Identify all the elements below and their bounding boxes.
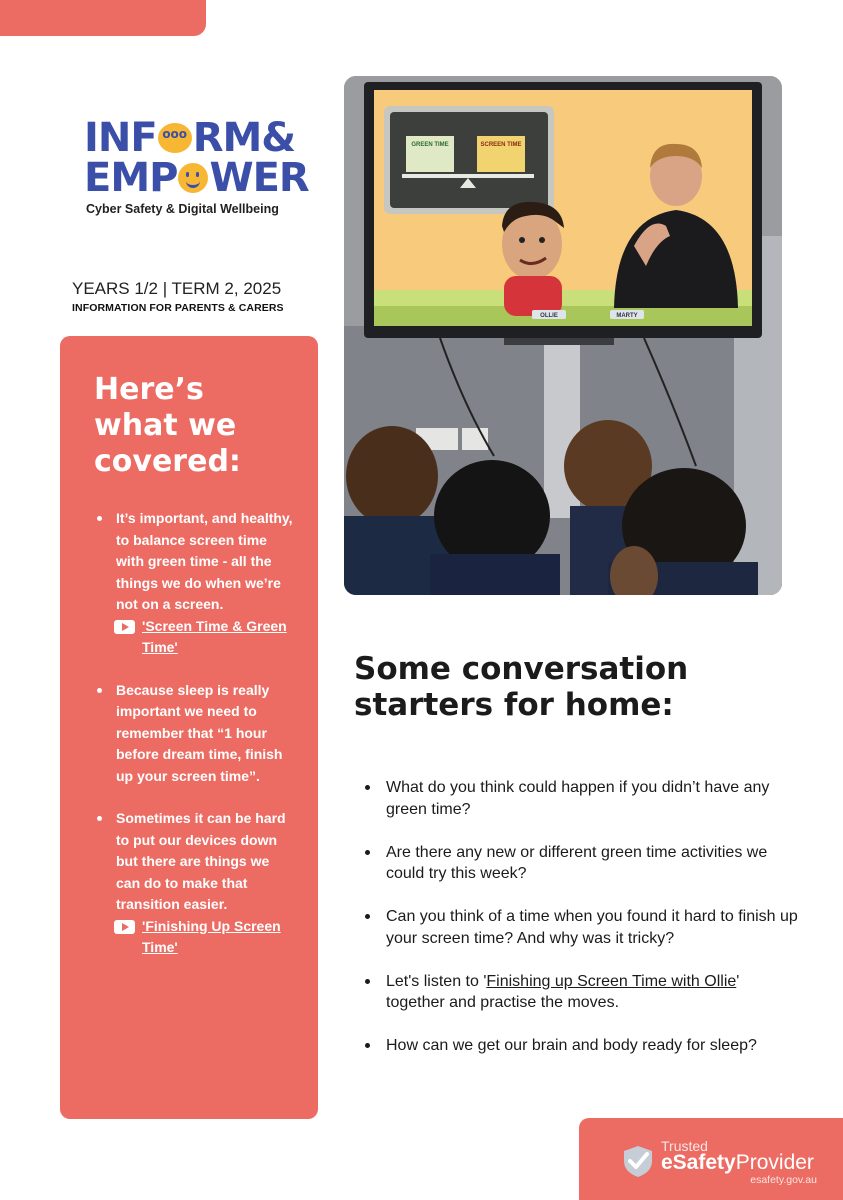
covered-item-text: Because sleep is really important we need to remember that “1 hour before dream time, finish up your screen time”. xyxy=(116,681,283,784)
smiley-icon xyxy=(178,163,208,193)
inform-empower-logo xyxy=(84,115,309,216)
covered-item xyxy=(94,808,294,959)
logo-subtitle: Cyber Safety & Digital Wellbeing xyxy=(86,202,279,216)
video-link-screen-time[interactable] xyxy=(114,616,294,659)
badge-url: esafety.gov.au xyxy=(750,1174,817,1186)
check-shield-icon xyxy=(621,1144,655,1178)
play-video-icon xyxy=(114,920,135,934)
video-link-label: 'Screen Time & Green Time' xyxy=(142,617,287,655)
covered-item xyxy=(94,680,294,788)
conversation-item xyxy=(362,971,802,1014)
badge-trusted-label: Trusted xyxy=(661,1138,708,1154)
top-decorative-tab xyxy=(0,0,206,36)
covered-list xyxy=(94,508,294,980)
audience-label: INFORMATION FOR PARENTS & CARERS xyxy=(72,302,284,314)
logo-line-empower: EMP WER xyxy=(84,155,309,201)
video-link-finishing-up[interactable] xyxy=(114,916,294,959)
conversation-heading: Some conversation starters for home: xyxy=(354,651,689,723)
conversation-item: How can we get our brain and body ready for sleep? xyxy=(362,1035,802,1057)
conversation-item-post: ' together and practise the moves. xyxy=(386,972,740,1011)
badge-brand-rest: Provider xyxy=(735,1151,814,1174)
video-link-label: 'Finishing Up Screen Time' xyxy=(142,917,281,955)
covered-item-text: It’s important, and healthy, to balance screen time with green time - all the things we do when we’re not on a screen. xyxy=(116,510,293,612)
play-video-icon xyxy=(114,620,135,634)
finishing-up-ollie-link[interactable]: Finishing up Screen Time with Ollie xyxy=(486,972,737,990)
covered-panel xyxy=(60,336,318,1119)
conversation-item-pre: Let's listen to ' xyxy=(386,972,487,990)
covered-item xyxy=(94,508,294,659)
badge-brand xyxy=(661,1151,814,1175)
logo-line-inform: INFooo RM& xyxy=(84,118,300,158)
conversation-item: Can you think of a time when you found it hard to finish up your screen time? And why was it tricky? xyxy=(362,906,802,949)
classroom-photo xyxy=(344,76,782,595)
conversation-item: What do you think could happen if you didn’t have any green time? xyxy=(362,777,802,820)
conversation-item: Are there any new or different green time activities we could try this week? xyxy=(362,842,802,885)
conversation-list xyxy=(362,777,802,1078)
covered-item-text: Sometimes it can be hard to put our devices down but there are things we can do to make that transition easier. xyxy=(116,810,286,912)
screen-label-screen: SCREEN TIME xyxy=(480,142,522,148)
nameplate-ollie: OLLIE xyxy=(540,313,558,319)
esafety-provider-badge xyxy=(579,1118,843,1200)
nameplate-marty: MARTY xyxy=(616,313,638,319)
chat-bubble-icon xyxy=(158,123,192,153)
screen-label-green: GREEN TIME xyxy=(411,142,449,148)
years-term-label: YEARS 1/2 | TERM 2, 2025 xyxy=(72,279,282,298)
covered-heading: Here’s what we covered: xyxy=(94,372,241,479)
badge-brand-bold: eSafety xyxy=(661,1151,736,1174)
